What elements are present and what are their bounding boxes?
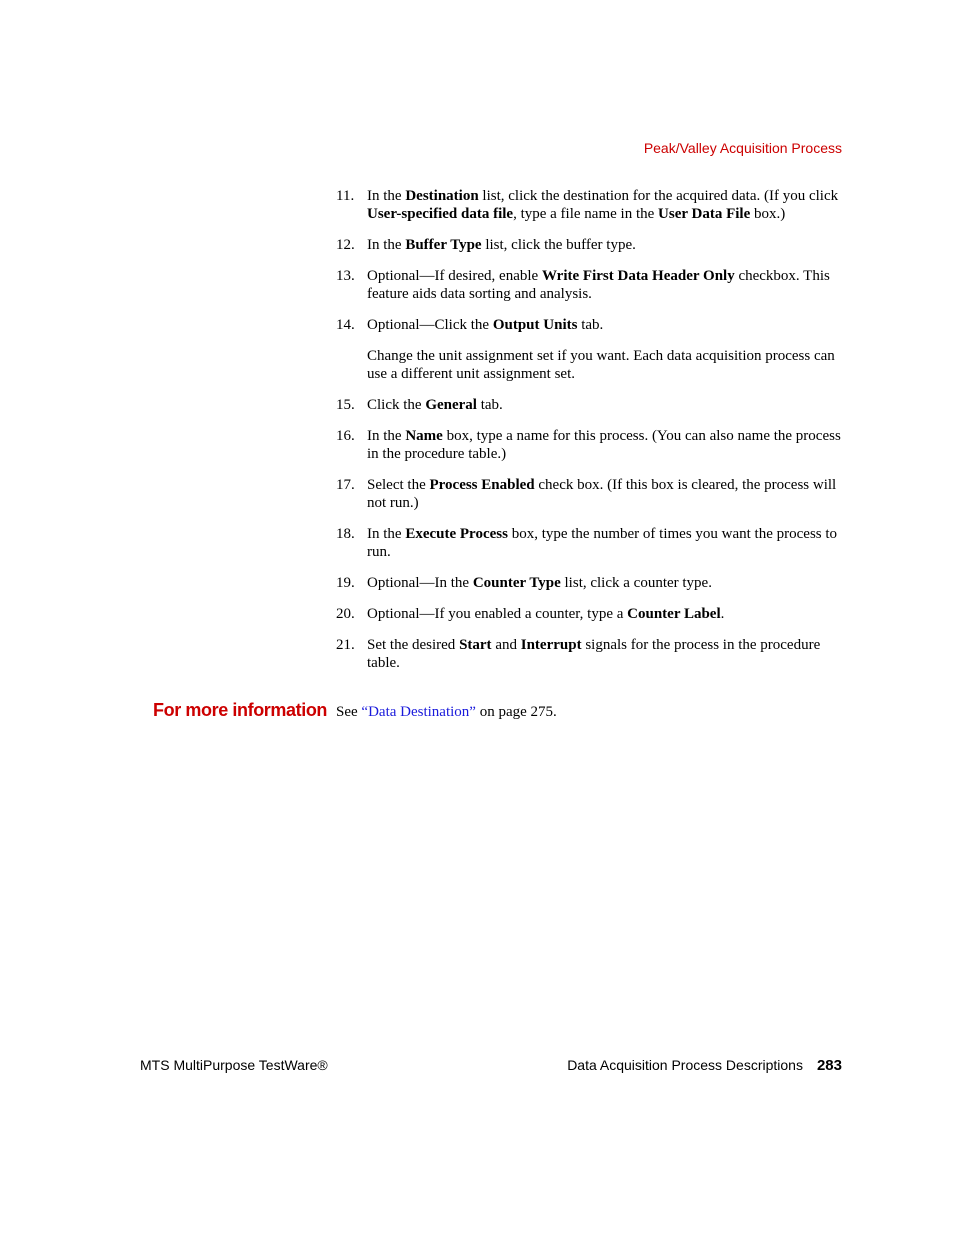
footer-product-name: MTS MultiPurpose TestWare® <box>140 1057 328 1073</box>
text-run: signals for the process in the procedure table. <box>367 637 821 671</box>
text-run: Optional—If you enabled a counter, type a <box>367 606 628 622</box>
text-run: box, type the number of times you want the process to run. <box>367 526 838 560</box>
more-info-body <box>336 703 557 721</box>
more-info-suffix: on page 275. <box>475 704 557 720</box>
text-run: list, click the destination for the acquired data. (If you click <box>478 188 839 204</box>
step-12 <box>336 236 842 254</box>
step-text <box>367 605 842 623</box>
text-run: check box. (If this box is cleared, the process will not run.) <box>367 477 837 511</box>
ui-term: Interrupt <box>520 637 582 653</box>
step-paragraph <box>367 525 842 561</box>
ui-term: Name <box>405 428 443 444</box>
text-run: Optional—In the <box>367 575 473 591</box>
text-run: Set the desired <box>367 637 460 653</box>
step-paragraph <box>367 316 842 334</box>
data-destination-link[interactable]: “Data Destination” <box>361 704 476 720</box>
step-text <box>367 525 842 561</box>
step-paragraph <box>367 187 842 223</box>
step-paragraph <box>367 574 842 592</box>
step-text <box>367 236 842 254</box>
ui-term: Counter Label <box>627 606 721 622</box>
step-16 <box>336 427 842 463</box>
ui-term: Write First Data Header Only <box>541 268 735 284</box>
step-number: 19. <box>336 575 355 591</box>
ui-term: User Data File <box>658 206 751 222</box>
step-text <box>367 636 842 672</box>
step-text <box>367 396 842 414</box>
step-text <box>367 316 842 383</box>
text-run: Optional—Click the <box>367 317 493 333</box>
text-run: list, click a counter type. <box>560 575 712 591</box>
text-run: and <box>491 637 521 653</box>
step-number: 21. <box>336 637 355 653</box>
text-run: tab. <box>577 317 604 333</box>
step-text <box>367 476 842 512</box>
ui-term: Buffer Type <box>405 237 482 253</box>
step-14 <box>336 316 842 383</box>
running-header: Peak/Valley Acquisition Process <box>643 140 842 156</box>
step-text <box>367 187 842 223</box>
step-paragraph <box>367 347 842 383</box>
text-run: box.) <box>750 206 786 222</box>
text-run: tab. <box>476 397 503 413</box>
text-run: In the <box>367 188 406 204</box>
step-19 <box>336 574 842 592</box>
step-paragraph <box>367 236 842 254</box>
step-text <box>367 267 842 303</box>
ui-term: Counter Type <box>472 575 561 591</box>
ui-term: Output Units <box>492 317 578 333</box>
step-paragraph <box>367 267 842 303</box>
step-paragraph <box>367 427 842 463</box>
ui-term: Execute Process <box>405 526 508 542</box>
step-18 <box>336 525 842 561</box>
text-run: In the <box>367 237 406 253</box>
ui-term: General <box>425 397 477 413</box>
step-20 <box>336 605 842 623</box>
text-run: list, click the buffer type. <box>481 237 636 253</box>
step-15 <box>336 396 842 414</box>
ui-term: User-specified data file <box>367 206 514 222</box>
step-number: 20. <box>336 606 355 622</box>
step-number: 18. <box>336 526 355 542</box>
procedure-steps <box>336 187 842 685</box>
more-info-heading: For more information <box>153 700 328 720</box>
step-number: 13. <box>336 268 355 284</box>
page-number: 283 <box>816 1057 842 1074</box>
text-run: box, type a name for this process. (You can also name the process in the procedure table.) <box>367 428 841 462</box>
text-run: Click the <box>367 397 426 413</box>
text-run: Optional—If desired, enable <box>367 268 542 284</box>
step-11 <box>336 187 842 223</box>
ui-term: Destination <box>405 188 479 204</box>
step-number: 16. <box>336 428 355 444</box>
more-info-prefix: See <box>336 704 362 720</box>
footer-right <box>567 1057 842 1074</box>
step-paragraph <box>367 476 842 512</box>
step-number: 15. <box>336 397 355 413</box>
step-number: 11. <box>336 188 355 204</box>
footer-chapter-title: Data Acquisition Process Descriptions <box>567 1057 803 1073</box>
text-run: . <box>720 606 725 622</box>
text-run: In the <box>367 428 406 444</box>
text-run: Select the <box>367 477 430 493</box>
step-text <box>367 427 842 463</box>
step-paragraph <box>367 396 842 414</box>
step-paragraph <box>367 636 842 672</box>
ui-term: Process Enabled <box>429 477 535 493</box>
step-number: 17. <box>336 477 355 493</box>
text-run: , type a file name in the <box>513 206 659 222</box>
step-paragraph <box>367 605 842 623</box>
step-17 <box>336 476 842 512</box>
step-number: 12. <box>336 237 355 253</box>
step-13 <box>336 267 842 303</box>
text-run: checkbox. This feature aids data sorting and analysis. <box>367 268 830 302</box>
text-run: Change the unit assignment set if you want. Each data acquisition process can use a different unit assignment set. <box>367 348 835 382</box>
text-run: In the <box>367 526 406 542</box>
step-number: 14. <box>336 317 355 333</box>
step-text <box>367 574 842 592</box>
ui-term: Start <box>459 637 492 653</box>
step-21 <box>336 636 842 672</box>
